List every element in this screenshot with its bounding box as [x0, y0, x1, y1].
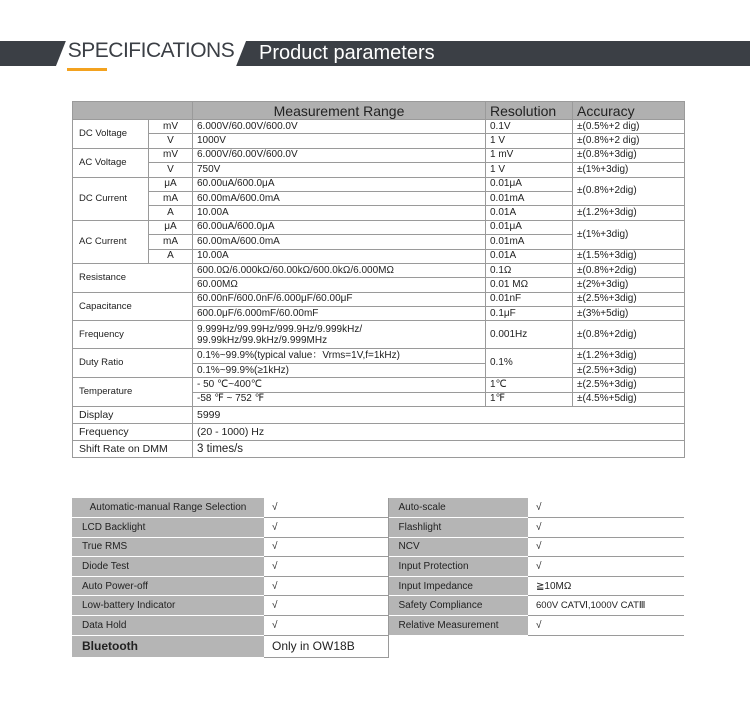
resolution-cell: 1 V	[486, 163, 573, 177]
resolution-cell: 0.01μA	[486, 177, 573, 191]
resolution-cell: 1℃	[486, 378, 573, 392]
header-resolution: Resolution	[486, 102, 573, 120]
table-row	[72, 557, 684, 577]
accuracy-cell: ±(4.5%+5dig)	[573, 392, 685, 406]
resolution-cell: 1 mV	[486, 148, 573, 162]
table-row	[73, 249, 685, 263]
range-cell: 600.0μF/6.000mF/60.00mF	[193, 307, 486, 321]
resolution-cell: 0.01A	[486, 249, 573, 263]
header-measurement-range: Measurement Range	[193, 102, 486, 120]
unit-cell: A	[149, 249, 193, 263]
feature-check: √	[264, 518, 388, 538]
table-row	[73, 349, 685, 363]
display-label: Display	[73, 407, 193, 424]
resolution-cell: 0.01mA	[486, 235, 573, 249]
duty-ratio-label: Duty Ratio	[73, 349, 193, 378]
unit-cell: mA	[149, 191, 193, 205]
accuracy-cell: ±(1.2%+3dig)	[573, 349, 685, 363]
unit-cell: V	[149, 163, 193, 177]
table-row	[73, 321, 685, 349]
accuracy-cell: ±(0.5%+2 dig)	[573, 120, 685, 134]
feature-label: Data Hold	[72, 616, 264, 636]
header-blank	[73, 102, 193, 120]
feature-label: Auto Power-off	[72, 576, 264, 596]
frequency-label: Frequency	[73, 321, 193, 349]
empty-cell	[528, 635, 684, 657]
table-row	[73, 120, 685, 134]
feature-label: Relative Measurement	[388, 616, 528, 636]
measurement-spec-table	[72, 101, 685, 458]
resolution-cell: 0.001Hz	[486, 321, 573, 349]
feature-label: Input Impedance	[388, 576, 528, 596]
range-cell: - 50 ℃~400℃	[193, 378, 486, 392]
range-cell: 60.00mA/600.0mA	[193, 235, 486, 249]
capacitance-label: Capacitance	[73, 292, 193, 321]
table-row	[73, 424, 685, 441]
feature-value: 600V CATⅥ,1000V CATⅢ	[528, 596, 684, 616]
accuracy-cell: ±(1.2%+3dig)	[573, 206, 685, 220]
accuracy-cell: ±(0.8%+2dig)	[573, 177, 685, 206]
range-cell: 60.00uA/600.0μA	[193, 220, 486, 234]
feature-check: √	[264, 596, 388, 616]
feature-check: √	[528, 518, 684, 538]
header-accuracy: Accuracy	[573, 102, 685, 120]
empty-cell	[388, 635, 528, 657]
range-cell: 60.00MΩ	[193, 278, 486, 292]
range-cell: 60.00uA/600.0μA	[193, 177, 486, 191]
display-value: 5999	[193, 407, 685, 424]
feature-check: √	[264, 557, 388, 577]
unit-cell: V	[149, 134, 193, 148]
accuracy-cell: ±(0.8%+2dig)	[573, 263, 685, 277]
range-cell: 6.000V/60.00V/600.0V	[193, 148, 486, 162]
frequency-range-line-2: 99.99kHz/99.9kHz/9.999MHz	[197, 334, 328, 346]
feature-label: LCD Backlight	[72, 518, 264, 538]
unit-cell: mA	[149, 235, 193, 249]
accuracy-cell: ±(0.8%+2 dig)	[573, 134, 685, 148]
range-cell: 0.1%~99.9%(typical value：Vrms=1V,f=1kHz)	[193, 349, 486, 363]
unit-cell: mV	[149, 120, 193, 134]
bluetooth-value: Only in OW18B	[264, 635, 388, 657]
table-row	[73, 292, 685, 306]
resolution-cell: 0.01A	[486, 206, 573, 220]
range-cell: 750V	[193, 163, 486, 177]
range-cell: 1000V	[193, 134, 486, 148]
table-row	[72, 635, 684, 657]
accuracy-cell: ±(1%+3dig)	[573, 220, 685, 249]
resistance-label: Resistance	[73, 263, 193, 292]
feature-check: √	[528, 498, 684, 518]
frequency-range-label: Frequency	[73, 424, 193, 441]
table-row	[72, 616, 684, 636]
accuracy-cell: ±(2.5%+3dig)	[573, 378, 685, 392]
table-row	[73, 407, 685, 424]
title-accent-underline	[67, 68, 107, 71]
resolution-cell: 1℉	[486, 392, 573, 406]
feature-label: Low-battery Indicator	[72, 596, 264, 616]
feature-label: Flashlight	[388, 518, 528, 538]
range-cell: -58 ℉ ~ 752 ℉	[193, 392, 486, 406]
range-cell	[193, 321, 486, 349]
range-cell: 60.00mA/600.0mA	[193, 191, 486, 205]
table-row	[73, 206, 685, 220]
table-row	[73, 177, 685, 191]
range-cell: 600.0Ω/6.000kΩ/60.00kΩ/600.0kΩ/6.000MΩ	[193, 263, 486, 277]
unit-cell: μA	[149, 220, 193, 234]
feature-check: √	[264, 616, 388, 636]
feature-check: √	[528, 537, 684, 557]
table-row	[72, 537, 684, 557]
range-cell: 10.00A	[193, 206, 486, 220]
specifications-title: SPECIFICATIONS	[67, 39, 235, 62]
accuracy-cell: ±(1%+3dig)	[573, 163, 685, 177]
feature-label: NCV	[388, 537, 528, 557]
feature-check: √	[528, 557, 684, 577]
bluetooth-label: Bluetooth	[72, 635, 264, 657]
product-parameters-title: Product parameters	[259, 42, 435, 64]
range-cell: 6.000V/60.00V/600.0V	[193, 120, 486, 134]
accuracy-cell: ±(3%+5dig)	[573, 307, 685, 321]
shift-rate-label: Shift Rate on DMM	[73, 441, 193, 458]
frequency-range-line-1: 9.999Hz/99.99Hz/999.9Hz/9.999kHz/	[197, 323, 363, 335]
frequency-range-value: (20 - 1000) Hz	[193, 424, 685, 441]
feature-check: √	[264, 537, 388, 557]
table-row	[72, 498, 684, 518]
ac-current-label: AC Current	[73, 220, 149, 263]
feature-table	[72, 498, 684, 658]
resolution-cell: 0.01nF	[486, 292, 573, 306]
table-row	[73, 148, 685, 162]
feature-label: Auto-scale	[388, 498, 528, 518]
unit-cell: A	[149, 206, 193, 220]
table-row	[72, 576, 684, 596]
accuracy-cell: ±(2%+3dig)	[573, 278, 685, 292]
table-row	[73, 378, 685, 392]
range-cell: 10.00A	[193, 249, 486, 263]
feature-label: Safety Compliance	[388, 596, 528, 616]
feature-check: √	[264, 576, 388, 596]
table-row	[72, 518, 684, 538]
table-row	[72, 596, 684, 616]
resolution-cell: 0.1Ω	[486, 263, 573, 277]
table-row	[73, 441, 685, 458]
unit-cell: mV	[149, 148, 193, 162]
temperature-label: Temperature	[73, 378, 193, 407]
resolution-cell: 0.1%	[486, 349, 573, 378]
ac-voltage-label: AC Voltage	[73, 148, 149, 177]
table-row	[73, 220, 685, 234]
accuracy-cell: ±(0.8%+3dig)	[573, 148, 685, 162]
feature-check: √	[528, 616, 684, 636]
range-cell: 0.1%~99.9%(≥1kHz)	[193, 363, 486, 377]
feature-value: ≧10MΩ	[528, 576, 684, 596]
accuracy-cell: ±(1.5%+3dig)	[573, 249, 685, 263]
resolution-cell: 0.1μF	[486, 307, 573, 321]
accuracy-cell: ±(2.5%+3dig)	[573, 292, 685, 306]
feature-label: True RMS	[72, 537, 264, 557]
resolution-cell: 0.01 MΩ	[486, 278, 573, 292]
resolution-cell: 0.1V	[486, 120, 573, 134]
unit-cell: μA	[149, 177, 193, 191]
table-row	[73, 134, 685, 148]
spec-header-row	[73, 102, 685, 120]
resolution-cell: 0.01mA	[486, 191, 573, 205]
feature-check: √	[264, 498, 388, 518]
feature-label: Automatic-manual Range Selection	[72, 498, 264, 518]
dc-current-label: DC Current	[73, 177, 149, 220]
resolution-cell: 1 V	[486, 134, 573, 148]
feature-label: Diode Test	[72, 557, 264, 577]
feature-label: Input Protection	[388, 557, 528, 577]
accuracy-cell: ±(0.8%+2dig)	[573, 321, 685, 349]
shift-rate-value: 3 times/s	[193, 441, 685, 458]
resolution-cell: 0.01μA	[486, 220, 573, 234]
dc-voltage-label: DC Voltage	[73, 120, 149, 149]
range-cell: 60.00nF/600.0nF/6.000μF/60.00μF	[193, 292, 486, 306]
table-row	[73, 163, 685, 177]
accuracy-cell: ±(2.5%+3dig)	[573, 363, 685, 377]
table-row	[73, 263, 685, 277]
